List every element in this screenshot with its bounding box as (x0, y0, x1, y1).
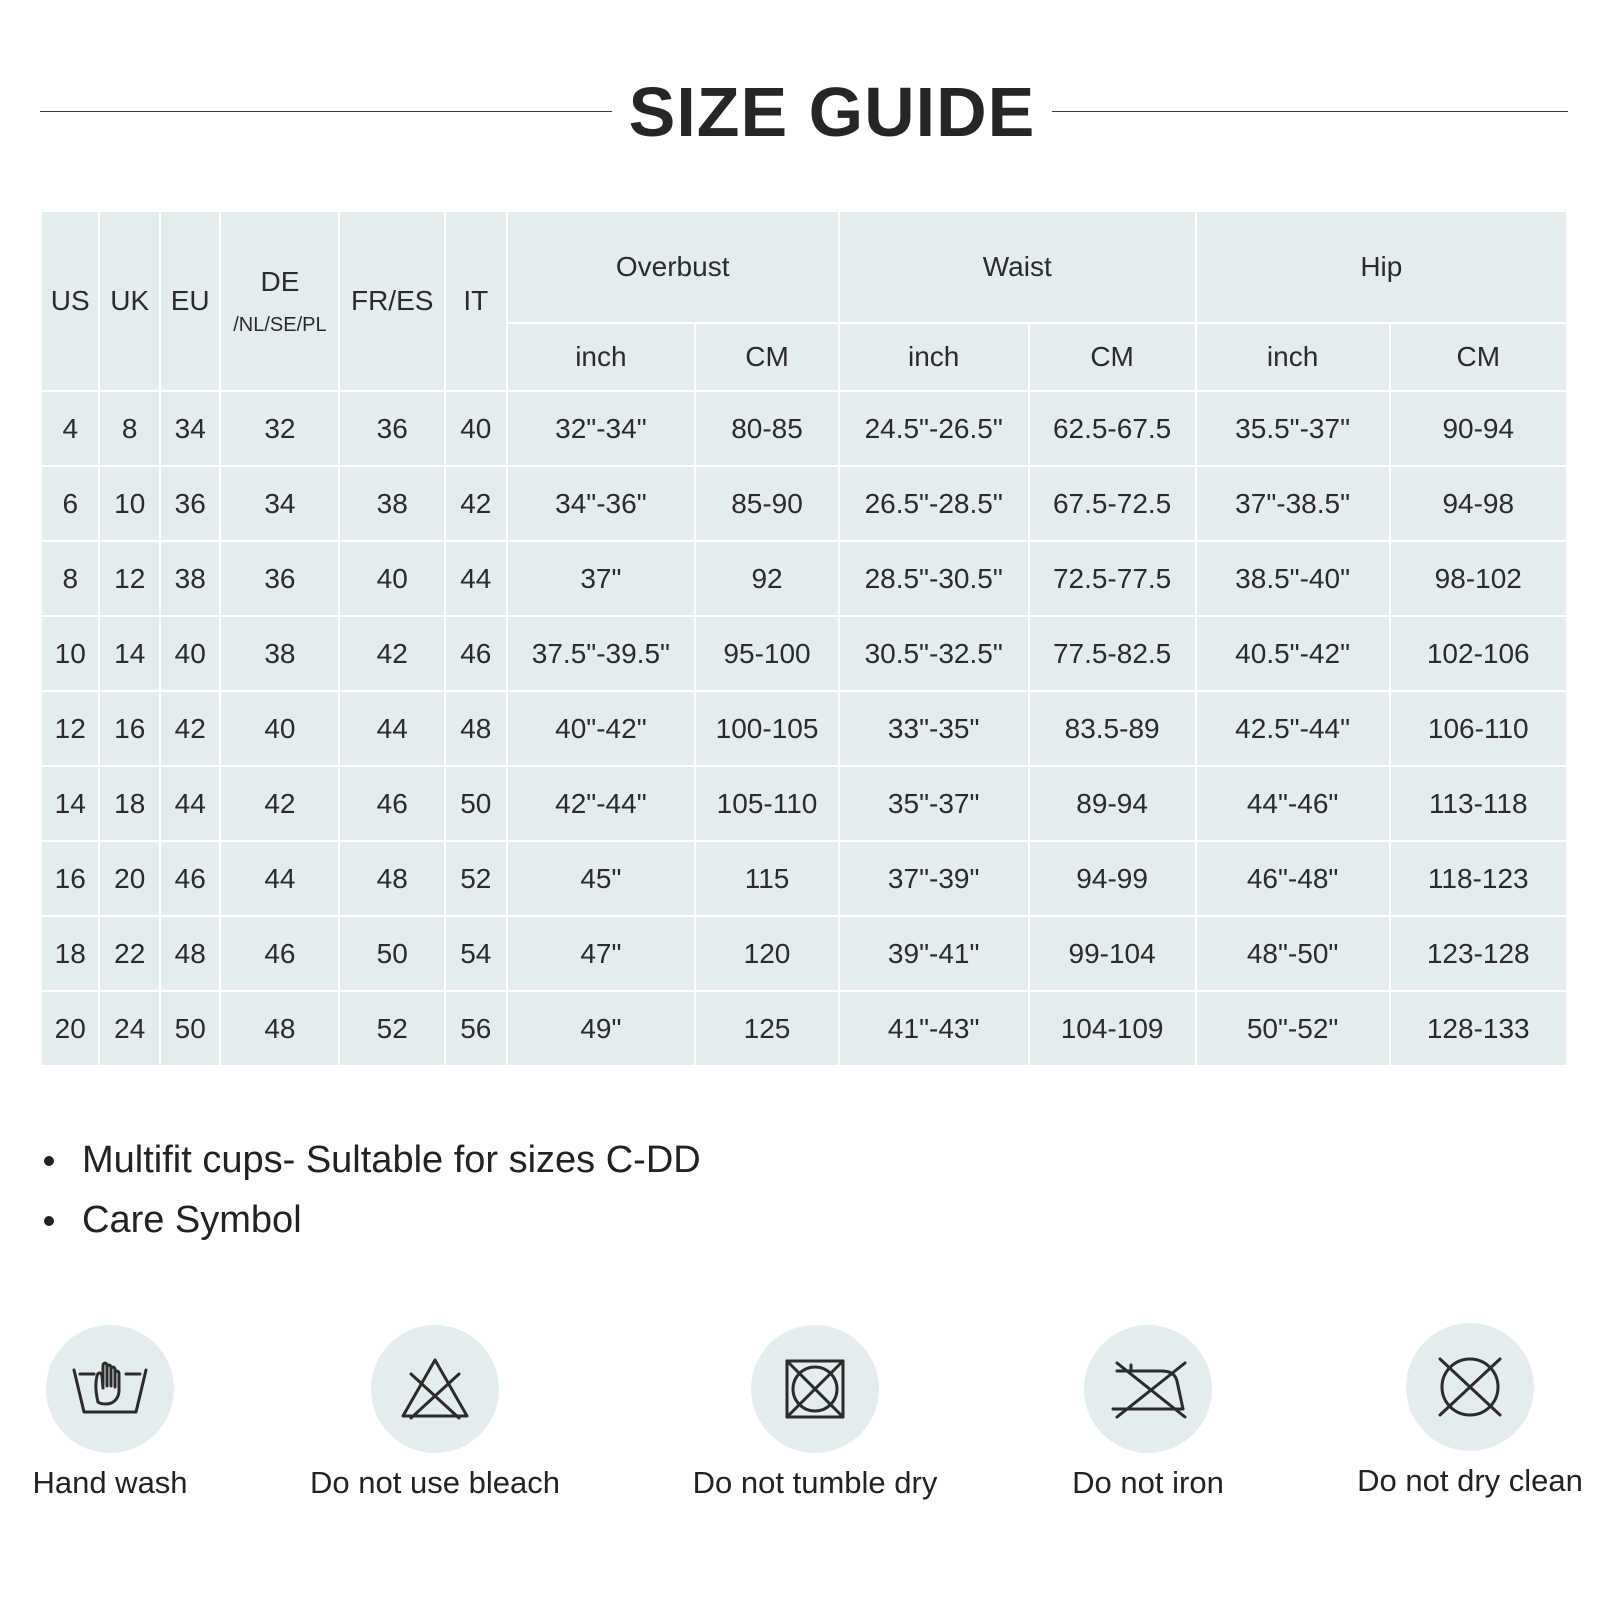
header-it: IT (445, 211, 507, 391)
table-cell: 39"-41" (839, 916, 1029, 991)
table-cell: 113-118 (1390, 766, 1568, 841)
header-waist: Waist (839, 211, 1196, 323)
table-cell: 36 (220, 541, 339, 616)
table-cell: 42"-44" (507, 766, 696, 841)
no-iron-icon (1105, 1357, 1191, 1421)
header-us: US (41, 211, 99, 391)
header-fr-es: FR/ES (339, 211, 445, 391)
table-cell: 38 (339, 466, 445, 541)
table-cell: 52 (445, 841, 507, 916)
table-cell: 28.5"-30.5" (839, 541, 1029, 616)
note-item (40, 1190, 701, 1250)
table-cell: 10 (41, 616, 99, 691)
table-cell: 48"-50" (1196, 916, 1390, 991)
header-de (220, 211, 339, 391)
table-cell: 34 (220, 466, 339, 541)
title-rule-left (40, 111, 612, 112)
care-icon-circle (46, 1325, 174, 1453)
table-cell: 32"-34" (507, 391, 696, 466)
table-row (41, 991, 1567, 1066)
table-cell: 42.5"-44" (1196, 691, 1390, 766)
care-label: Do not use bleach (310, 1465, 560, 1500)
table-cell: 44 (445, 541, 507, 616)
table-cell: 44 (160, 766, 221, 841)
table-cell: 67.5-72.5 (1029, 466, 1196, 541)
table-row (41, 391, 1567, 466)
table-cell: 6 (41, 466, 99, 541)
table-cell: 94-98 (1390, 466, 1568, 541)
unit-overbust-inch: inch (507, 323, 696, 391)
table-header-row (41, 211, 1567, 323)
table-cell: 40 (445, 391, 507, 466)
table-cell: 22 (99, 916, 160, 991)
table-cell: 102-106 (1390, 616, 1568, 691)
header-de-label: DE (260, 265, 300, 297)
table-cell: 41"-43" (839, 991, 1029, 1066)
care-label: Do not dry clean (1357, 1463, 1583, 1498)
table-cell: 35"-37" (839, 766, 1029, 841)
care-label: Do not iron (1072, 1465, 1224, 1500)
table-cell: 94-99 (1029, 841, 1196, 916)
table-cell: 80-85 (695, 391, 839, 466)
table-cell: 115 (695, 841, 839, 916)
table-cell: 14 (41, 766, 99, 841)
table-cell: 38 (160, 541, 221, 616)
size-chart-table (40, 210, 1568, 1067)
table-cell: 106-110 (1390, 691, 1568, 766)
table-cell: 50 (445, 766, 507, 841)
table-cell: 46 (339, 766, 445, 841)
table-row (41, 616, 1567, 691)
care-icon-circle (751, 1325, 879, 1453)
table-cell: 37"-38.5" (1196, 466, 1390, 541)
table-cell: 37" (507, 541, 696, 616)
table-cell: 46 (445, 616, 507, 691)
table-cell: 40 (220, 691, 339, 766)
table-cell: 49" (507, 991, 696, 1066)
table-cell: 83.5-89 (1029, 691, 1196, 766)
table-row (41, 466, 1567, 541)
table-row (41, 916, 1567, 991)
table-cell: 36 (160, 466, 221, 541)
table-cell: 44 (220, 841, 339, 916)
table-cell: 120 (695, 916, 839, 991)
table-cell: 48 (445, 691, 507, 766)
table-cell: 123-128 (1390, 916, 1568, 991)
table-cell: 4 (41, 391, 99, 466)
table-cell: 34 (160, 391, 221, 466)
table-cell: 77.5-82.5 (1029, 616, 1196, 691)
header-overbust: Overbust (507, 211, 839, 323)
no-bleach-icon (397, 1354, 473, 1424)
table-cell: 128-133 (1390, 991, 1568, 1066)
table-row (41, 766, 1567, 841)
table-cell: 12 (99, 541, 160, 616)
table-cell: 36 (339, 391, 445, 466)
table-cell: 38.5"-40" (1196, 541, 1390, 616)
header-eu: EU (160, 211, 221, 391)
bullet-icon (44, 1216, 54, 1226)
table-cell: 98-102 (1390, 541, 1568, 616)
table-cell: 54 (445, 916, 507, 991)
care-no-iron (988, 1325, 1308, 1501)
care-label: Do not tumble dry (692, 1465, 938, 1500)
table-row (41, 541, 1567, 616)
unit-hip-inch: inch (1196, 323, 1390, 391)
table-cell: 40"-42" (507, 691, 696, 766)
note-item (40, 1130, 701, 1190)
care-icon-circle (371, 1325, 499, 1453)
page-title: SIZE GUIDE (628, 73, 1036, 151)
table-cell: 99-104 (1029, 916, 1196, 991)
care-no-dry-clean (1310, 1323, 1600, 1499)
table-cell: 8 (41, 541, 99, 616)
unit-hip-cm: CM (1390, 323, 1568, 391)
table-cell: 50 (339, 916, 445, 991)
table-cell: 47" (507, 916, 696, 991)
table-cell: 42 (339, 616, 445, 691)
table-cell: 18 (99, 766, 160, 841)
table-cell: 24.5"-26.5" (839, 391, 1029, 466)
bullet-icon (44, 1156, 54, 1166)
table-cell: 30.5"-32.5" (839, 616, 1029, 691)
table-cell: 32 (220, 391, 339, 466)
table-cell: 48 (160, 916, 221, 991)
table-cell: 46"-48" (1196, 841, 1390, 916)
table-cell: 42 (445, 466, 507, 541)
note-text: Multifit cups- Sultable for sizes C-DD (82, 1139, 701, 1181)
care-no-bleach (275, 1325, 595, 1501)
table-cell: 52 (339, 991, 445, 1066)
care-icon-circle (1406, 1323, 1534, 1451)
table-cell: 125 (695, 991, 839, 1066)
care-hand-wash (0, 1325, 270, 1501)
table-cell: 40.5"-42" (1196, 616, 1390, 691)
table-cell: 42 (160, 691, 221, 766)
table-cell: 46 (220, 916, 339, 991)
header-de-subtitle: /NL/SE/PL (233, 313, 327, 336)
table-cell: 44 (339, 691, 445, 766)
table-cell: 16 (41, 841, 99, 916)
table-cell: 46 (160, 841, 221, 916)
table-cell: 104-109 (1029, 991, 1196, 1066)
table-cell: 37.5"-39.5" (507, 616, 696, 691)
table-cell: 48 (220, 991, 339, 1066)
table-cell: 95-100 (695, 616, 839, 691)
notes-list (40, 1130, 701, 1250)
table-cell: 18 (41, 916, 99, 991)
table-cell: 45" (507, 841, 696, 916)
note-text: Care Symbol (82, 1199, 302, 1241)
care-icon-circle (1084, 1325, 1212, 1453)
table-row (41, 691, 1567, 766)
header-hip: Hip (1196, 211, 1567, 323)
table-cell: 89-94 (1029, 766, 1196, 841)
table-cell: 92 (695, 541, 839, 616)
title-rule-right (1052, 111, 1568, 112)
care-label: Hand wash (32, 1465, 188, 1500)
care-no-tumble-dry (655, 1325, 975, 1501)
no-tumble-dry-icon (781, 1355, 849, 1423)
table-cell: 105-110 (695, 766, 839, 841)
no-dry-clean-icon (1434, 1351, 1506, 1423)
table-cell: 44"-46" (1196, 766, 1390, 841)
table-cell: 56 (445, 991, 507, 1066)
table-cell: 35.5"-37" (1196, 391, 1390, 466)
table-cell: 50"-52" (1196, 991, 1390, 1066)
table-cell: 100-105 (695, 691, 839, 766)
table-cell: 50 (160, 991, 221, 1066)
table-cell: 85-90 (695, 466, 839, 541)
table-cell: 48 (339, 841, 445, 916)
table-cell: 90-94 (1390, 391, 1568, 466)
table-row (41, 841, 1567, 916)
table-cell: 20 (41, 991, 99, 1066)
table-cell: 16 (99, 691, 160, 766)
header-uk: UK (99, 211, 160, 391)
table-cell: 40 (339, 541, 445, 616)
table-cell: 42 (220, 766, 339, 841)
table-cell: 12 (41, 691, 99, 766)
unit-waist-cm: CM (1029, 323, 1196, 391)
table-cell: 118-123 (1390, 841, 1568, 916)
table-cell: 20 (99, 841, 160, 916)
hand-wash-icon (70, 1354, 150, 1424)
table-body (41, 391, 1567, 1066)
table-cell: 40 (160, 616, 221, 691)
table-cell: 26.5"-28.5" (839, 466, 1029, 541)
table-cell: 72.5-77.5 (1029, 541, 1196, 616)
table-cell: 8 (99, 391, 160, 466)
table-cell: 24 (99, 991, 160, 1066)
table-cell: 37"-39" (839, 841, 1029, 916)
table-cell: 10 (99, 466, 160, 541)
table-cell: 34"-36" (507, 466, 696, 541)
unit-waist-inch: inch (839, 323, 1029, 391)
table-cell: 33"-35" (839, 691, 1029, 766)
table-cell: 38 (220, 616, 339, 691)
unit-overbust-cm: CM (695, 323, 839, 391)
table-cell: 14 (99, 616, 160, 691)
table-cell: 62.5-67.5 (1029, 391, 1196, 466)
